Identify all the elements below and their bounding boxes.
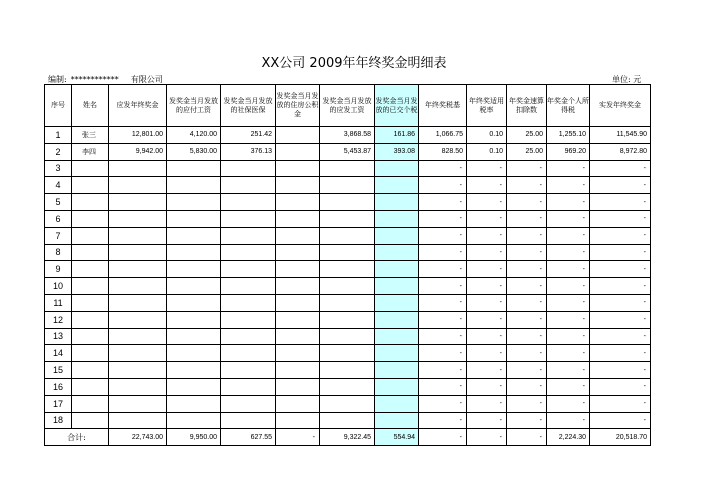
column-header: 发奖金当月发放的住房公积金 bbox=[276, 85, 320, 127]
table-cell: 5 bbox=[45, 194, 72, 211]
table-cell bbox=[109, 194, 167, 211]
table-cell bbox=[276, 378, 320, 395]
table-row bbox=[45, 261, 651, 278]
table-cell bbox=[276, 244, 320, 261]
table-cell: 6 bbox=[45, 210, 72, 227]
table-cell: 5,453.87 bbox=[320, 143, 375, 160]
table-cell: - bbox=[419, 261, 467, 278]
table-cell bbox=[221, 345, 276, 362]
table-cell: 25.00 bbox=[507, 143, 547, 160]
table-cell: - bbox=[590, 345, 651, 362]
column-header: 序号 bbox=[45, 85, 72, 127]
table-cell bbox=[72, 177, 109, 194]
table-cell: - bbox=[590, 177, 651, 194]
table-cell bbox=[167, 194, 221, 211]
table-cell bbox=[72, 378, 109, 395]
table-cell bbox=[221, 311, 276, 328]
table-cell: 5,830.00 bbox=[167, 143, 221, 160]
table-cell: - bbox=[547, 395, 590, 412]
table-cell bbox=[320, 194, 375, 211]
table-row bbox=[45, 160, 651, 177]
table-cell: 14 bbox=[45, 345, 72, 362]
table-cell: - bbox=[467, 160, 507, 177]
table-cell: - bbox=[467, 294, 507, 311]
table-cell: 1,255.10 bbox=[547, 127, 590, 144]
table-cell: - bbox=[547, 177, 590, 194]
table-cell: - bbox=[419, 177, 467, 194]
total-cell: 554.94 bbox=[375, 429, 419, 446]
table-cell bbox=[276, 345, 320, 362]
document-title: XX公司 2009年年终奖金明细表 bbox=[261, 56, 447, 71]
table-cell bbox=[221, 160, 276, 177]
table-cell bbox=[109, 378, 167, 395]
table-cell: - bbox=[419, 378, 467, 395]
table-cell: 10 bbox=[45, 278, 72, 295]
table-cell bbox=[72, 278, 109, 295]
header-row bbox=[45, 85, 651, 127]
table-row bbox=[45, 412, 651, 429]
table-cell bbox=[375, 294, 419, 311]
table-cell bbox=[167, 244, 221, 261]
table-cell bbox=[320, 278, 375, 295]
table-cell bbox=[276, 278, 320, 295]
column-header: 姓名 bbox=[72, 85, 109, 127]
table-cell bbox=[276, 143, 320, 160]
table-cell bbox=[375, 311, 419, 328]
table-cell bbox=[375, 244, 419, 261]
table-cell: - bbox=[547, 294, 590, 311]
table-cell bbox=[375, 345, 419, 362]
table-row bbox=[45, 194, 651, 211]
table-cell bbox=[167, 345, 221, 362]
total-cell: 2,224.30 bbox=[547, 429, 590, 446]
total-cell: 9,950.00 bbox=[167, 429, 221, 446]
table-cell: - bbox=[547, 227, 590, 244]
table-cell: 1,066.75 bbox=[419, 127, 467, 144]
table-cell bbox=[276, 160, 320, 177]
column-header: 发奖金当月发放的应发工资 bbox=[320, 85, 375, 127]
table-cell bbox=[72, 194, 109, 211]
table-cell: - bbox=[590, 311, 651, 328]
table-cell: - bbox=[547, 210, 590, 227]
table-row bbox=[45, 210, 651, 227]
table-cell bbox=[375, 328, 419, 345]
table-cell: - bbox=[419, 395, 467, 412]
table-cell: - bbox=[507, 177, 547, 194]
table-cell bbox=[375, 210, 419, 227]
table-cell: - bbox=[590, 278, 651, 295]
table-cell: - bbox=[547, 311, 590, 328]
table-cell: - bbox=[419, 244, 467, 261]
table-cell: - bbox=[419, 227, 467, 244]
table-cell: - bbox=[467, 362, 507, 379]
table-cell: - bbox=[419, 278, 467, 295]
table-cell: - bbox=[419, 311, 467, 328]
table-cell bbox=[72, 345, 109, 362]
table-cell: - bbox=[507, 244, 547, 261]
table-cell: - bbox=[467, 210, 507, 227]
table-cell bbox=[109, 160, 167, 177]
table-cell: - bbox=[419, 345, 467, 362]
table-cell: - bbox=[507, 278, 547, 295]
table-cell: - bbox=[547, 194, 590, 211]
table-cell bbox=[375, 278, 419, 295]
table-cell: - bbox=[590, 244, 651, 261]
table-cell bbox=[276, 261, 320, 278]
table-cell: - bbox=[467, 412, 507, 429]
table-cell bbox=[320, 227, 375, 244]
total-cell: 22,743.00 bbox=[109, 429, 167, 446]
table-cell bbox=[221, 261, 276, 278]
table-cell bbox=[276, 227, 320, 244]
table-cell bbox=[375, 160, 419, 177]
table-cell bbox=[375, 378, 419, 395]
table-row bbox=[45, 395, 651, 412]
total-cell: 9,322.45 bbox=[320, 429, 375, 446]
table-cell bbox=[276, 311, 320, 328]
table-cell bbox=[221, 412, 276, 429]
table-cell bbox=[320, 412, 375, 429]
table-cell: - bbox=[419, 160, 467, 177]
table-cell: - bbox=[507, 194, 547, 211]
table-cell bbox=[72, 160, 109, 177]
table-cell: - bbox=[467, 395, 507, 412]
table-row bbox=[45, 227, 651, 244]
table-cell bbox=[167, 362, 221, 379]
table-cell: 9 bbox=[45, 261, 72, 278]
table-cell: - bbox=[590, 294, 651, 311]
table-cell bbox=[375, 412, 419, 429]
table-cell: 3 bbox=[45, 160, 72, 177]
table-cell: 2 bbox=[45, 143, 72, 160]
table-cell bbox=[167, 378, 221, 395]
table-cell: - bbox=[547, 261, 590, 278]
table-cell bbox=[221, 294, 276, 311]
table-cell bbox=[320, 294, 375, 311]
column-header: 发奖金当月发放的社保医保 bbox=[221, 85, 276, 127]
table-cell bbox=[167, 311, 221, 328]
table-cell: - bbox=[590, 328, 651, 345]
table-cell: - bbox=[419, 362, 467, 379]
table-cell: - bbox=[467, 194, 507, 211]
table-cell bbox=[72, 362, 109, 379]
table-cell: - bbox=[467, 311, 507, 328]
table-row bbox=[45, 328, 651, 345]
table-cell bbox=[221, 328, 276, 345]
unit-label: 单位: 元 bbox=[612, 75, 642, 84]
table-cell bbox=[276, 127, 320, 144]
table-cell: - bbox=[547, 328, 590, 345]
table-cell: - bbox=[419, 194, 467, 211]
table-cell: 李四 bbox=[72, 143, 109, 160]
table-cell bbox=[221, 177, 276, 194]
column-header: 年奖金速算扣除数 bbox=[507, 85, 547, 127]
table-cell: - bbox=[507, 412, 547, 429]
table-row bbox=[45, 143, 651, 160]
table-cell bbox=[320, 362, 375, 379]
total-cell: 627.55 bbox=[221, 429, 276, 446]
table-cell bbox=[72, 412, 109, 429]
table-cell bbox=[109, 244, 167, 261]
table-cell bbox=[320, 311, 375, 328]
table-cell bbox=[167, 210, 221, 227]
table-cell bbox=[72, 395, 109, 412]
table-cell bbox=[276, 210, 320, 227]
table-cell: 12,801.00 bbox=[109, 127, 167, 144]
table-cell: - bbox=[590, 227, 651, 244]
table-cell bbox=[109, 328, 167, 345]
table-cell bbox=[221, 210, 276, 227]
total-cell: 20,518.70 bbox=[590, 429, 651, 446]
table-cell: 9,942.00 bbox=[109, 143, 167, 160]
table-cell bbox=[375, 395, 419, 412]
table-cell: 11,545.90 bbox=[590, 127, 651, 144]
table-cell bbox=[72, 311, 109, 328]
table-cell bbox=[375, 227, 419, 244]
table-cell: 393.08 bbox=[375, 143, 419, 160]
table-cell: 376.13 bbox=[221, 143, 276, 160]
table-cell: - bbox=[590, 412, 651, 429]
table-cell bbox=[221, 244, 276, 261]
table-cell bbox=[72, 244, 109, 261]
table-cell: - bbox=[507, 261, 547, 278]
table-cell bbox=[320, 177, 375, 194]
table-cell bbox=[276, 177, 320, 194]
table-cell bbox=[221, 378, 276, 395]
table-cell bbox=[109, 261, 167, 278]
total-label: 合计: bbox=[45, 429, 109, 446]
column-header: 发奖金当月发放的应付工资 bbox=[167, 85, 221, 127]
table-row bbox=[45, 362, 651, 379]
table-cell bbox=[221, 395, 276, 412]
table-cell: 11 bbox=[45, 294, 72, 311]
table-cell: - bbox=[547, 412, 590, 429]
table-cell: - bbox=[507, 362, 547, 379]
table-cell: - bbox=[590, 362, 651, 379]
table-cell bbox=[167, 227, 221, 244]
table-cell bbox=[167, 328, 221, 345]
column-header: 年终奖税基 bbox=[419, 85, 467, 127]
table-cell: - bbox=[590, 261, 651, 278]
table-cell: 15 bbox=[45, 362, 72, 379]
table-cell: - bbox=[590, 378, 651, 395]
table-row bbox=[45, 177, 651, 194]
total-cell: - bbox=[507, 429, 547, 446]
table-cell: - bbox=[547, 244, 590, 261]
table-cell bbox=[221, 194, 276, 211]
table-cell: - bbox=[467, 244, 507, 261]
table-cell bbox=[320, 328, 375, 345]
table-cell bbox=[375, 261, 419, 278]
table-cell: - bbox=[467, 177, 507, 194]
table-cell bbox=[109, 311, 167, 328]
column-header: 发奖金当月发放的已交个税 bbox=[375, 85, 419, 127]
table-cell bbox=[320, 160, 375, 177]
table-cell: 16 bbox=[45, 378, 72, 395]
table-cell bbox=[320, 244, 375, 261]
table-cell: - bbox=[547, 345, 590, 362]
table-cell: - bbox=[467, 278, 507, 295]
table-cell bbox=[109, 345, 167, 362]
table-cell bbox=[276, 194, 320, 211]
table-cell: 25.00 bbox=[507, 127, 547, 144]
table-row bbox=[45, 127, 651, 144]
table-cell: - bbox=[507, 345, 547, 362]
table-cell: 8 bbox=[45, 244, 72, 261]
total-row bbox=[45, 429, 651, 446]
table-cell bbox=[109, 227, 167, 244]
table-cell bbox=[72, 227, 109, 244]
table-cell bbox=[109, 278, 167, 295]
table-cell bbox=[167, 160, 221, 177]
table-cell bbox=[109, 412, 167, 429]
table-row bbox=[45, 378, 651, 395]
table-row bbox=[45, 278, 651, 295]
table-cell: - bbox=[467, 378, 507, 395]
table-cell bbox=[320, 261, 375, 278]
table-cell: 969.20 bbox=[547, 143, 590, 160]
company-name: 有限公司 bbox=[130, 75, 163, 84]
table-row bbox=[45, 294, 651, 311]
table-cell: - bbox=[507, 160, 547, 177]
table-cell bbox=[221, 278, 276, 295]
table-cell: 12 bbox=[45, 311, 72, 328]
table-cell: - bbox=[419, 294, 467, 311]
table-cell bbox=[109, 210, 167, 227]
table-cell bbox=[72, 210, 109, 227]
table-cell: 0.10 bbox=[467, 143, 507, 160]
table-cell: - bbox=[467, 328, 507, 345]
table-cell: - bbox=[507, 311, 547, 328]
table-cell: - bbox=[507, 328, 547, 345]
table-cell: 3,868.58 bbox=[320, 127, 375, 144]
table-cell bbox=[109, 362, 167, 379]
table-cell: 161.86 bbox=[375, 127, 419, 144]
table-cell bbox=[72, 294, 109, 311]
table-cell bbox=[221, 227, 276, 244]
table-cell bbox=[276, 412, 320, 429]
column-header: 实发年终奖金 bbox=[590, 85, 651, 127]
table-cell: - bbox=[590, 210, 651, 227]
total-cell: - bbox=[419, 429, 467, 446]
table-cell bbox=[72, 261, 109, 278]
table-cell: 0.10 bbox=[467, 127, 507, 144]
bonus-detail-table bbox=[44, 84, 651, 446]
table-cell: 8,972.80 bbox=[590, 143, 651, 160]
table-cell: - bbox=[467, 227, 507, 244]
table-cell: 4 bbox=[45, 177, 72, 194]
table-cell: 17 bbox=[45, 395, 72, 412]
table-cell: - bbox=[590, 160, 651, 177]
table-cell bbox=[72, 328, 109, 345]
table-cell bbox=[375, 177, 419, 194]
table-cell: - bbox=[419, 412, 467, 429]
table-cell: - bbox=[419, 328, 467, 345]
table-cell: - bbox=[467, 261, 507, 278]
table-cell bbox=[320, 210, 375, 227]
table-cell bbox=[109, 177, 167, 194]
table-cell: - bbox=[547, 278, 590, 295]
table-cell: - bbox=[507, 227, 547, 244]
prepared-value: ************ bbox=[70, 75, 119, 84]
table-cell bbox=[221, 362, 276, 379]
table-cell: - bbox=[507, 210, 547, 227]
prepared-label: 编制: bbox=[48, 75, 67, 84]
table-cell bbox=[167, 412, 221, 429]
table-cell: - bbox=[467, 345, 507, 362]
table-cell bbox=[320, 378, 375, 395]
table-cell: - bbox=[590, 194, 651, 211]
table-cell bbox=[320, 395, 375, 412]
table-row bbox=[45, 244, 651, 261]
table-cell bbox=[109, 395, 167, 412]
total-cell: - bbox=[276, 429, 320, 446]
table-cell bbox=[167, 261, 221, 278]
table-row bbox=[45, 345, 651, 362]
table-cell bbox=[167, 278, 221, 295]
table-cell bbox=[109, 294, 167, 311]
table-cell: - bbox=[507, 395, 547, 412]
column-header: 年奖金个人所得税 bbox=[547, 85, 590, 127]
table-cell: 张三 bbox=[72, 127, 109, 144]
column-header: 应发年终奖金 bbox=[109, 85, 167, 127]
table-cell: 4,120.00 bbox=[167, 127, 221, 144]
table-cell bbox=[167, 177, 221, 194]
column-header: 年终奖适用税率 bbox=[467, 85, 507, 127]
table-cell bbox=[167, 395, 221, 412]
table-cell: - bbox=[419, 210, 467, 227]
table-cell: - bbox=[547, 362, 590, 379]
table-cell: - bbox=[547, 160, 590, 177]
table-cell bbox=[375, 362, 419, 379]
table-cell: - bbox=[590, 395, 651, 412]
table-cell bbox=[276, 328, 320, 345]
table-cell: 1 bbox=[45, 127, 72, 144]
total-cell: - bbox=[467, 429, 507, 446]
table-cell bbox=[167, 294, 221, 311]
table-cell: 251.42 bbox=[221, 127, 276, 144]
table-cell: - bbox=[547, 378, 590, 395]
table-cell: 828.50 bbox=[419, 143, 467, 160]
table-cell: 18 bbox=[45, 412, 72, 429]
table-cell bbox=[276, 294, 320, 311]
table-cell bbox=[375, 194, 419, 211]
table-cell: 7 bbox=[45, 227, 72, 244]
table-row bbox=[45, 311, 651, 328]
table-cell: - bbox=[507, 294, 547, 311]
table-cell: 13 bbox=[45, 328, 72, 345]
table-cell bbox=[276, 395, 320, 412]
table-cell bbox=[320, 345, 375, 362]
table-cell bbox=[276, 362, 320, 379]
table-cell: - bbox=[507, 378, 547, 395]
